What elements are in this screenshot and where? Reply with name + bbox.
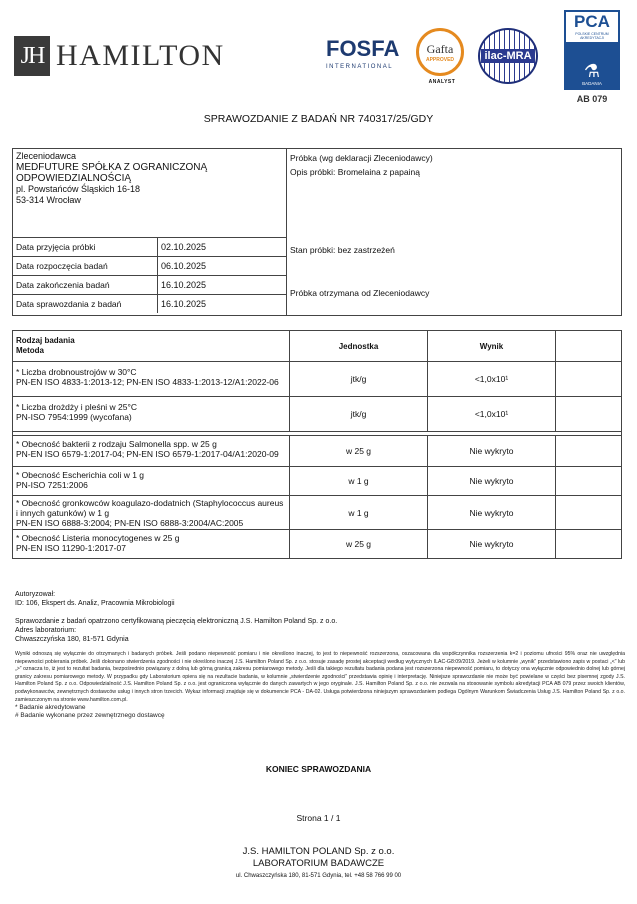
header-result: Wynik [427, 331, 555, 361]
fosfa-text: FOSFA [326, 36, 400, 61]
test-result: Nie wykryto [427, 530, 555, 558]
test-result: Nie wykryto [427, 436, 555, 466]
flask-icon: ⚗ [583, 61, 601, 81]
table-row [13, 396, 621, 431]
table-row [13, 529, 621, 558]
pca-text: PCA [566, 12, 618, 32]
test-method: PN-EN ISO 11290-1:2017-07 [16, 543, 126, 553]
authorized-by: ID: 106, Ekspert ds. Analiz, Pracownia Mikrobiologii [15, 600, 175, 607]
test-method: PN-EN ISO 6579-1:2017-04; PN-EN ISO 6579-1:2017-04/A1:2020-09 [16, 449, 279, 459]
company-footer [0, 846, 637, 882]
test-name: * Obecność Escherichia coli w 1 g [16, 470, 145, 480]
gafta-analyst: ANALYST [428, 79, 456, 85]
pca-badge-label: BADANIA [582, 81, 602, 86]
gafta-approved: APPROVED [425, 56, 455, 63]
report-info-box [12, 148, 622, 316]
test-method: PN-ISO 7954:1999 (wycofana) [16, 412, 132, 422]
sample-state: Stan próbki: bez zastrzeżeń [290, 245, 395, 255]
report-title: SPRAWOZDANIE Z BADAŃ NR 740317/25/GDY [203, 113, 434, 125]
test-name: * Obecność gronkowców koagulazo-dodatnich (Staphylococcus aureus i innych gatunków) w 1 g [16, 498, 284, 518]
accreditation-number: AB 079 [576, 94, 608, 104]
test-unit: w 25 g [289, 530, 427, 558]
notes-paragraph: Wyniki odnoszą się wyłącznie do otrzymanych i badanych próbek. Jeśli podano niepewność pomiaru i nie określono inaczej, to jest to niepewność rozszerzona, oszacowana dla współczynnika rozszerzenia k=2 i poziomu ufności 95% oraz nie uwzględnia niepewności pobierania próbek. Jeśli dokonano stwierdzenia zgodności i nie określono inaczej J.S. Hamilton Poland Sp. z o.o. stosuje zasadę prostej akceptacji według wytycznych ILAC-G8:09/2019. Jeżeli w kolumnie „wynik” przedstawiono zapis w postaci „<” lub „>” oznacza to, iż jest to rezultat badania, bezpośrednio powiązany z dolną lub górną granicą zakresu pomiarowego metody. Jeśli dla takiego rezultatu badania podana jest rozszerzona niepewność pomiaru, to dotyczy ona wyłącznie odpowiednio dolnej lub górnej granicy zakresu pomiarowego metody. W przypadku gdy Laboratorium opiera się na rezultacie badania, w kolumnie „stwierdzenie zgodności” przedstawia opinię i interpretację. Niniejsze sprawozdanie nie może być powielane w części bez pisemnej zgody J.S. Hamilton Poland Sp. z o.o. Odpowiedzialność J.S. Hamilton Poland Sp. z o.o. jest ograniczona wyłącznie do danych zawartych w jego oryginale. J.S. Hamilton Poland Sp. z o.o. nie zezwala na stosowanie symbolu akredytacji PCA AB 079 przez swoich klientów, podwykonawców, zewnętrznych dostawców usług i innych stron trzecich. Wykaz informacji znajduje się w dokumencie PCA - DA-02. Usługa potwierdzona niniejszym sprawozdaniem podlega Ogólnym Warunkom Świadczenia Usług J.S. Hamilton Poland Sp. z o.o. zamieszczonym na stronie www.hamilton.com.pl. [15, 651, 625, 703]
hamilton-monogram: JH [14, 36, 50, 76]
table-header [13, 331, 621, 361]
fosfa-subtext: INTERNATIONAL [326, 64, 394, 70]
company-name: J.S. HAMILTON POLAND Sp. z o.o. [242, 846, 395, 857]
header-unit: Jednostka [289, 331, 427, 361]
ilac-mra-logo [478, 28, 546, 88]
test-name: * Obecność bakterii z rodzaju Salmonella spp. w 25 g [16, 439, 217, 449]
table-row [13, 466, 621, 495]
date-value: 06.10.2025 [161, 261, 207, 271]
end-of-report: KONIEC SPRAWOZDANIA [265, 764, 372, 774]
test-name: * Liczba drożdży i pleśni w 25°C [16, 402, 138, 412]
lab-address: Chwaszczyńska 180, 81-571 Gdynia [15, 636, 129, 643]
date-row [13, 294, 286, 313]
test-unit: w 25 g [289, 436, 427, 466]
divider [286, 149, 287, 315]
lab-address-label: Adres laboratorium: [15, 627, 77, 634]
date-value: 02.10.2025 [161, 242, 207, 252]
electronic-seal-note: Sprawozdanie z badań opatrzono certyfikowaną pieczęcią elektroniczną J.S. Hamilton Poland Sp. z o.o. [15, 618, 338, 625]
test-unit: jtk/g [289, 397, 427, 431]
company-address: ul. Chwaszczyńska 180, 81-571 Gdynia, tel. +48 58 766 99 00 [235, 873, 402, 879]
test-method: PN-ISO 7251:2006 [16, 480, 88, 490]
test-result: Nie wykryto [427, 496, 555, 529]
test-result: <1,0x10¹ [427, 397, 555, 431]
sample-received: Próbka otrzymana od Zleceniodawcy [290, 288, 430, 298]
date-label: Data przyjęcia próbki [16, 242, 96, 252]
pca-subtext: POLSKIE CENTRUM AKREDYTACJI [575, 32, 609, 40]
test-result: <1,0x10¹ [427, 362, 555, 396]
date-value: 16.10.2025 [161, 280, 207, 290]
fosfa-logo [326, 38, 408, 74]
test-name: * Obecność Listeria monocytogenes w 25 g [16, 533, 180, 543]
test-unit: w 1 g [289, 467, 427, 495]
gafta-logo [416, 28, 468, 88]
header-type: Rodzaj badania [16, 336, 75, 345]
results-table [12, 330, 622, 559]
date-label: Data rozpoczęcia badań [16, 261, 108, 271]
date-row [13, 275, 286, 294]
authorized-label: Autoryzował: [15, 591, 56, 598]
client-city: 53-314 Wrocław [16, 195, 81, 205]
hamilton-wordmark: HAMILTON [56, 39, 225, 72]
gafta-text: Gafta [426, 41, 454, 56]
table-row [13, 495, 621, 529]
sample-declaration: Próbka (wg deklaracji Zleceniodawcy) [290, 153, 433, 163]
header-method: Metoda [16, 346, 44, 355]
sample-description: Opis próbki: Bromelaina z papainą [290, 167, 420, 177]
date-row [13, 237, 286, 256]
pca-logo [564, 10, 620, 90]
legal-notes [15, 651, 625, 719]
client-name-line2: ODPOWIEDZIALNOŚCIĄ [16, 173, 132, 184]
client-block [16, 151, 207, 206]
company-lab: LABORATORIUM BADAWCZE [252, 858, 385, 869]
authorization-block [15, 590, 625, 644]
date-value: 16.10.2025 [161, 299, 207, 309]
external-note: # Badanie wykonane przez zewnętrznego dostawcę [15, 711, 165, 719]
date-label: Data sprawozdania z badań [16, 299, 122, 309]
test-unit: jtk/g [289, 362, 427, 396]
test-unit: w 1 g [289, 496, 427, 529]
test-name: * Liczba drobnoustrojów w 30°C [16, 367, 137, 377]
table-row [13, 435, 621, 466]
client-label: Zleceniodawca [16, 151, 77, 161]
hamilton-logo [14, 34, 225, 78]
accredited-note: * Badanie akredytowane [15, 704, 86, 712]
pca-badge [566, 42, 618, 88]
client-name-line1: MEDFUTURE SPÓŁKA Z OGRANICZONĄ [16, 162, 208, 173]
date-label: Data zakończenia badań [16, 280, 110, 290]
page-number: Strona 1 / 1 [296, 813, 341, 823]
test-method: PN-EN ISO 6888-3:2004; PN-EN ISO 6888-3:2004/AC:2005 [16, 518, 244, 528]
test-result: Nie wykryto [427, 467, 555, 495]
globe-icon [478, 28, 538, 84]
client-street: pl. Powstańców Śląskich 16-18 [16, 184, 141, 194]
table-row [13, 361, 621, 396]
gafta-seal [416, 28, 464, 76]
ilac-text: ilac-MRA [481, 49, 534, 63]
date-row [13, 256, 286, 275]
test-method: PN-EN ISO 4833-1:2013-12; PN-EN ISO 4833-1:2013-12/A1:2022-06 [16, 377, 279, 387]
